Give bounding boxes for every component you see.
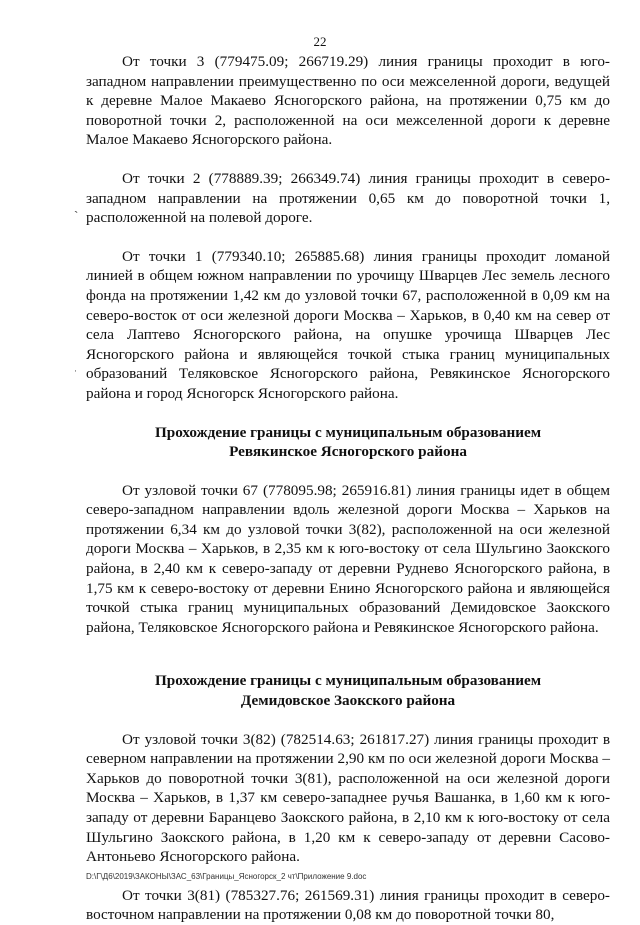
paragraph-point-1: От точки 1 (779340.10; 265885.68) линия границы проходит ломаной линией в общем южном направлении по урочищу Шварцев Лес земель лесного фонда на протяжении 1,42 км до узловой точки 67, расположенной в 0,09 км на северо-восток от оси железной дороги Москва – Харьков, в 0,40 км на север от села Лаптево Ясногорского района, на опушке урочища Шварцев Лес Ясногорского района и являющейся точкой стыка границ муниципальных образований Теляковское Ясногорского района, Ревякинское Ясногорского района и город Ясногорск Ясногорского района. [86, 247, 610, 402]
section-heading-revyakinskoe [86, 423, 610, 462]
paragraph-node-3-82: От узловой точки 3(82) (782514.63; 261817.27) линия границы проходит в северном направлении на протяжении 2,90 км по оси железной дороги Москва – Харьков до поворотной точки 3(81), расположенной на оси железной дороги Москва – Харьков, в 1,37 км северо-западнее ручья Вашанка, в 1,60 км к юго-западу от деревни Баранцево Заокского района, в 2,10 км к юго-востоку от села Шульгино Заокского района, в 1,20 км к северо-западу от деревни Сасово-Антоньево Ясногорского района. [86, 730, 610, 866]
paragraph-point-3-81: От точки 3(81) (785327.76; 261569.31) линия границы проходит в северо-восточном направлении на протяжении 0,08 км до поворотной точки 80, [86, 886, 610, 924]
file-path-footer: D:\Г\Д6\2019\ЗАКОНЫ\ЗАС_63\Границы_Ясногорск_2 чт\Приложение 9.doc [86, 872, 367, 881]
section-heading-demidovskoe [86, 671, 610, 710]
heading-line: Прохождение границы с муниципальным образованием [154, 672, 542, 690]
page-number: 22 [313, 34, 327, 49]
paragraph-point-2: От точки 2 (778889.39; 266349.74) линия границы проходит в северо-западном направлении на протяжении 0,65 км до поворотной точки 1, расположенной на полевой дороге. [86, 169, 610, 227]
margin-mark: ˋ [74, 208, 79, 223]
heading-line: Прохождение границы с муниципальным образованием [154, 423, 542, 441]
paragraph-point-3: От точки 3 (779475.09; 266719.29) линия границы проходит в юго-западном направлении преимущественно по оси межселенной дороги, ведущей к деревне Малое Макаево Ясногорского района, на протяжении 0,75 км до поворотной точки 2, расположенной на оси межселенной дороги к деревне Малое Макаево Ясногорского района. [86, 53, 610, 149]
heading-line: Ревякинское Ясногорского района [229, 443, 467, 461]
heading-line: Демидовское Заокского района [240, 692, 456, 710]
margin-mark: · [74, 366, 77, 376]
document-body [86, 52, 610, 925]
paragraph-node-67: От узловой точки 67 (778095.98; 265916.81) линия границы идет в общем северо-западном направлении вдоль железной дороги Москва – Харьков на протяжении 6,34 км до узловой точки 3(82), расположенной на оси железной дороги Москва – Харьков, в 2,35 км к юго-востоку от села Шульгино Заокского района, в 2,40 км к северо-западу от деревни Руднево Ясногорского района, в 1,75 км к северо-востоку от деревни Енино Ясногорского района и являющейся точкой стыка границ муниципальных образований Демидовское Заокского района, Теляковское Ясногорского района и Ревякинское Ясногорского района. [86, 481, 610, 636]
